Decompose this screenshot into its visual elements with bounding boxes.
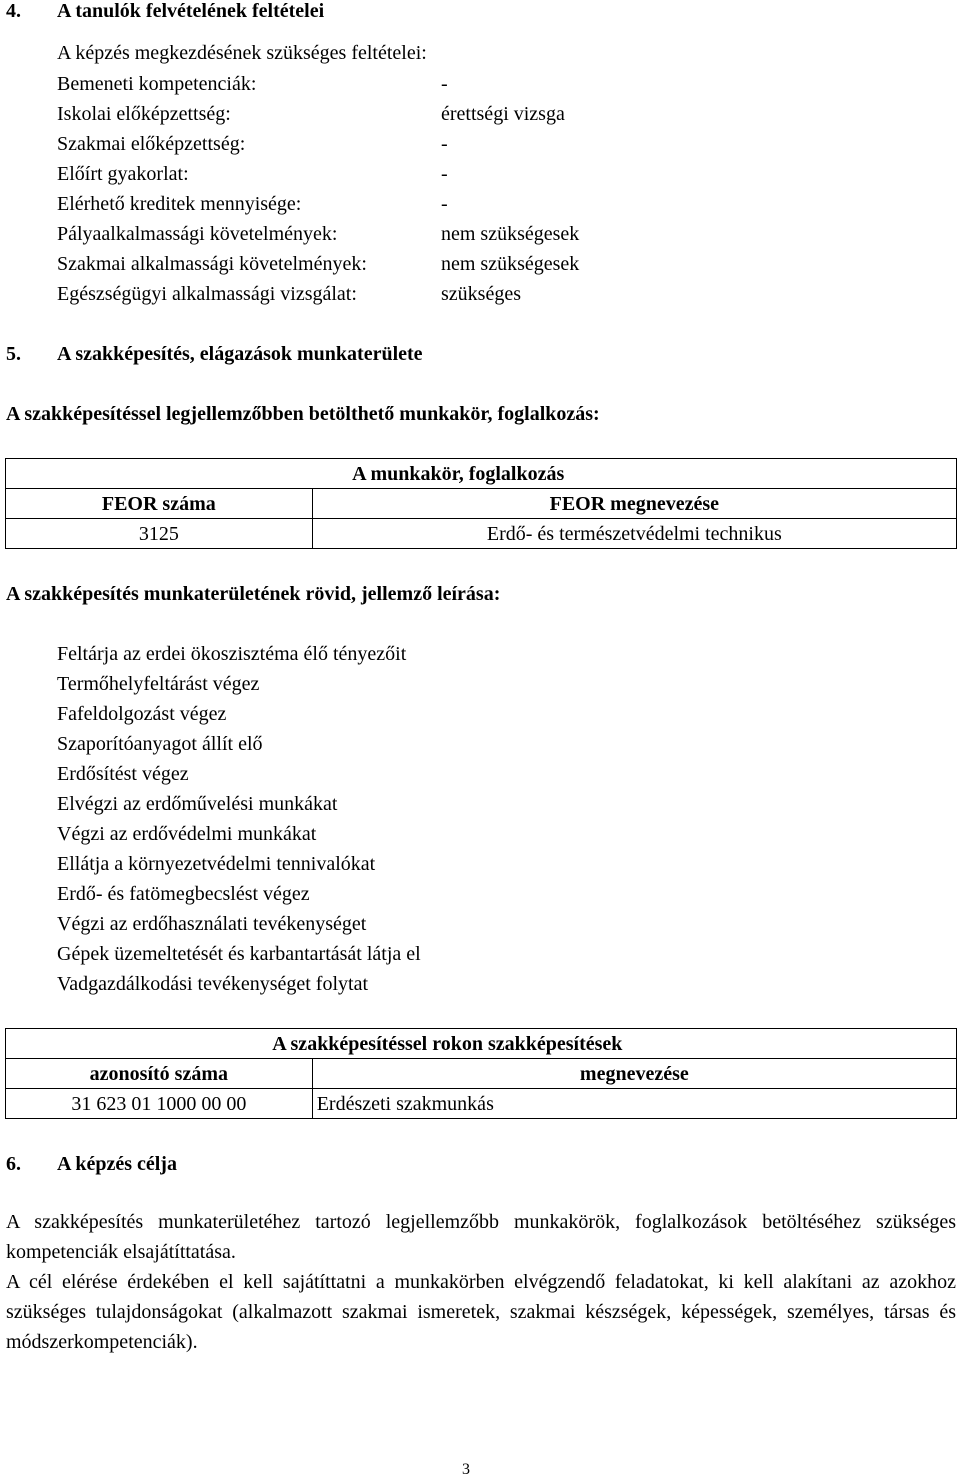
occupation-table xyxy=(5,458,957,549)
occupation-table-header-row xyxy=(6,489,957,519)
requirement-value: nem szükségesek xyxy=(441,253,580,275)
list-item: Erdősítést végez xyxy=(57,763,189,785)
requirement-row xyxy=(57,133,757,157)
requirement-row xyxy=(57,73,757,97)
section-5-subtitle-description: A szakképesítés munkaterületének rövid, jellemző leírása: xyxy=(6,583,501,605)
occupation-table-group-row xyxy=(6,459,957,489)
list-item: Végzi az erdővédelmi munkákat xyxy=(57,823,317,845)
requirement-label: Egészségügyi alkalmassági vizsgálat: xyxy=(57,283,357,305)
section-6-number: 6. xyxy=(6,1153,21,1175)
list-item: Termőhelyfeltárást végez xyxy=(57,673,260,695)
requirement-label: Szakmai alkalmassági követelmények: xyxy=(57,253,367,275)
table-row xyxy=(6,519,957,549)
requirement-value: nem szükségesek xyxy=(441,223,580,245)
list-item: Vadgazdálkodási tevékenységet folytat xyxy=(57,973,368,995)
requirement-value: szükséges xyxy=(441,283,521,305)
section-4-title: A tanulók felvételének feltételei xyxy=(57,0,325,22)
feor-name-cell: Erdő- és természetvédelmi technikus xyxy=(312,519,956,549)
requirement-label: Bemeneti kompetenciák: xyxy=(57,73,257,95)
requirement-label: Pályaalkalmassági követelmények: xyxy=(57,223,338,245)
related-id-cell: 31 623 01 1000 00 00 xyxy=(6,1089,313,1119)
section-5-title: A szakképesítés, elágazások munkaterülete xyxy=(57,343,423,365)
table-row xyxy=(6,1089,957,1119)
requirement-value: - xyxy=(441,193,448,215)
related-table-header-row xyxy=(6,1059,957,1089)
section-5-number: 5. xyxy=(6,343,21,365)
requirement-row xyxy=(57,163,757,187)
requirement-label: Iskolai előképzettség: xyxy=(57,103,231,125)
requirement-value: - xyxy=(441,133,448,155)
related-table-group-row xyxy=(6,1029,957,1059)
occupation-table-group-header: A munkakör, foglalkozás xyxy=(312,459,956,489)
feor-name-header: FEOR megnevezése xyxy=(312,489,956,519)
section-4-intro: A képzés megkezdésének szükséges feltételei: xyxy=(57,42,427,64)
feor-code-header: FEOR száma xyxy=(6,489,313,519)
page-number: 3 xyxy=(462,1461,470,1478)
list-item: Erdő- és fatömegbecslést végez xyxy=(57,883,310,905)
list-item: Fafeldolgozást végez xyxy=(57,703,227,725)
related-table-group-header: A szakképesítéssel rokon szakképesítések xyxy=(272,1029,916,1059)
feor-code-cell: 3125 xyxy=(6,519,313,549)
requirement-value: - xyxy=(441,73,448,95)
requirement-row xyxy=(57,253,757,277)
related-qualifications-table xyxy=(5,1028,957,1119)
section-5-subtitle-occupation: A szakképesítéssel legjellemzőbben betölthető munkakör, foglalkozás: xyxy=(6,403,600,425)
list-item: Végzi az erdőhasználati tevékenységet xyxy=(57,913,367,935)
section-6-title: A képzés célja xyxy=(57,1153,177,1175)
related-name-cell: Erdészeti szakmunkás xyxy=(312,1089,956,1119)
section-4-number: 4. xyxy=(6,0,21,22)
section-6-paragraph-1: A szakképesítés munkaterületéhez tartozó legjellemzőbb munkakörök, foglalkozások betöltéséhez szükséges kompetenciák elsajátíttatása. xyxy=(6,1211,956,1263)
requirement-label: Elérhető kreditek mennyisége: xyxy=(57,193,302,215)
requirement-row xyxy=(57,193,757,217)
requirement-value: - xyxy=(441,163,448,185)
section-6-paragraph-2: A cél elérése érdekében el kell sajátíttatni a munkakörben elvégzendő feladatokat, ki kell alakítani az azokhoz szükséges tulajdonságokat (alkalmazott szakmai ismeretek, szakmai készségek, képességek, személyes, társas és módszerkompetenciák). xyxy=(6,1271,956,1353)
list-item: Elvégzi az erdőművelési munkákat xyxy=(57,793,338,815)
related-name-header: megnevezése xyxy=(312,1059,956,1089)
requirement-row xyxy=(57,103,757,127)
list-item: Gépek üzemeltetését és karbantartását látja el xyxy=(57,943,421,965)
requirement-row xyxy=(57,223,757,247)
related-id-header: azonosító száma xyxy=(6,1059,313,1089)
list-item: Szaporítóanyagot állít elő xyxy=(57,733,263,755)
list-item: Ellátja a környezetvédelmi tennivalókat xyxy=(57,853,376,875)
requirement-row xyxy=(57,283,757,307)
requirement-label: Előírt gyakorlat: xyxy=(57,163,189,185)
requirement-value: érettségi vizsga xyxy=(441,103,565,125)
list-item: Feltárja az erdei ökoszisztéma élő tényezőit xyxy=(57,643,407,665)
requirement-label: Szakmai előképzettség: xyxy=(57,133,246,155)
